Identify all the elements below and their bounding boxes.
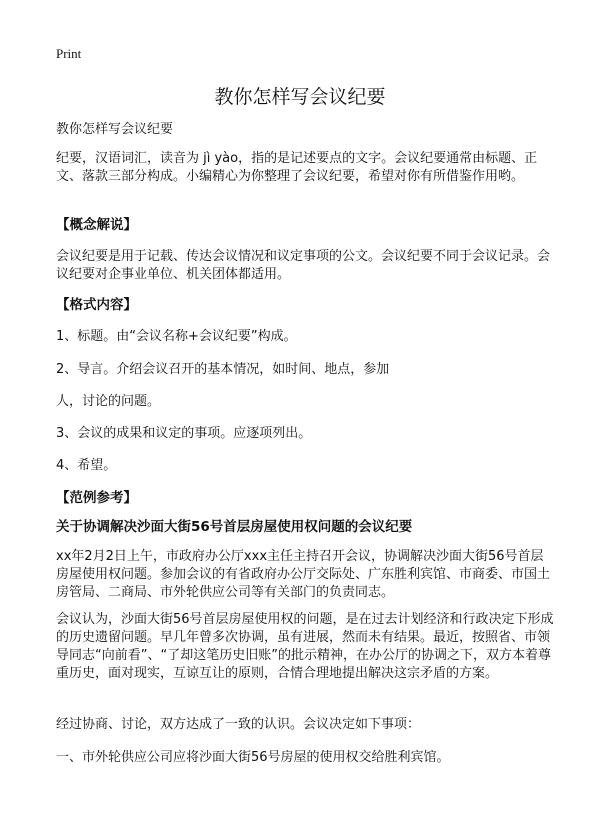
format-item-3: 3、会议的成果和议定的事项。应逐项列出。 bbox=[56, 426, 312, 441]
example-paragraph-3: 经过协商、讨论，双方达成了一致的认识。会议决定如下事项： bbox=[56, 717, 421, 732]
format-item-4: 4、希望。 bbox=[56, 458, 117, 473]
print-label: Print bbox=[56, 46, 82, 61]
section-heading-example: 【范例参考】 bbox=[56, 490, 137, 506]
format-item-2-continued: 人，讨论的问题。 bbox=[56, 394, 161, 409]
format-item-2: 2、导言。介绍会议召开的基本情况，如时间、地点，参加 bbox=[56, 362, 390, 377]
intro-paragraph: 纪要，汉语词汇，读音为 jì yào，指的是记述要点的文字。会议纪要通常由标题、正文、落款三部分构成。小编精心为你整理了会议纪要，希望对你有所借鉴作用哟。 bbox=[56, 151, 538, 184]
section-heading-format: 【格式内容】 bbox=[56, 297, 137, 313]
page-title: 教你怎样写会议纪要 bbox=[214, 86, 386, 108]
example-paragraph-4: 一、市外轮供应公司应将沙面大街56号房屋的使用权交给胜利宾馆。 bbox=[56, 750, 450, 765]
concept-paragraph: 会议纪要是用于记载、传达会议情况和议定事项的公文。会议纪要不同于会议记录。会议纪要对企事业单位、机关团体都适用。 bbox=[56, 249, 551, 282]
section-heading-concept: 【概念解说】 bbox=[56, 217, 137, 233]
example-title: 关于协调解决沙面大街56号首层房屋使用权问题的会议纪要 bbox=[56, 519, 413, 535]
example-paragraph-1: xx年2月2日上午，市政府办公厅xxx主任主持召开会议，协调解决沙面大街56号首层房屋使用权问题。参加会议的有省政府办公厅交际处、广东胜利宾馆、市商委、市国土房管局、二商局、市外轮供应公司等有关部门的负责同志。 bbox=[56, 549, 551, 600]
format-item-1: 1、标题。由“会议名称+会议纪要”构成。 bbox=[56, 329, 297, 344]
subtitle: 教你怎样写会议纪要 bbox=[56, 122, 174, 137]
example-paragraph-2: 会议认为，沙面大街56号首层房屋使用权的问题，是在过去计划经济和行政决定下形成的历史遗留问题。早几年曾多次协调，虽有进展，然而未有结果。最近，按照省、市领导同志“向前看”、“了却这笔历史旧账”的批示精神，在办公厅的协调之下，双方本着尊重历史，面对现实，互谅互让的原则，合情合理地提出解决这宗矛盾的方案。 bbox=[56, 612, 554, 681]
